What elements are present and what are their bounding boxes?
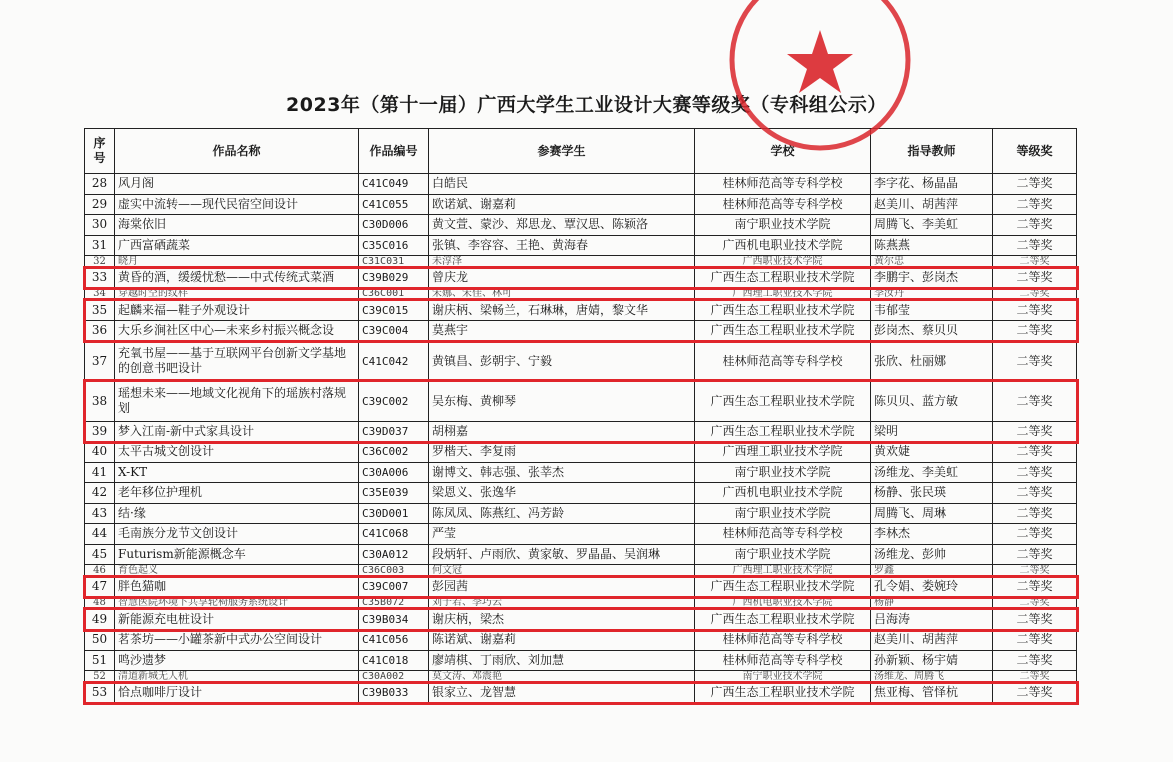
cell-teachers: 李鹏宇、彭岗杰	[871, 268, 993, 289]
cell-code: C30D001	[359, 503, 429, 524]
cell-award: 二等奖	[993, 565, 1077, 577]
cell-students: 何文冠	[429, 565, 695, 577]
cell-code: C31C031	[359, 256, 429, 268]
cell-school: 广西机电职业技术学院	[695, 597, 871, 609]
cell-code: C39B034	[359, 609, 429, 630]
cell-no: 49	[85, 609, 115, 630]
cell-students: 宋娜、宋佳、林可	[429, 288, 695, 300]
cell-name: 胖色猫咖	[115, 577, 359, 598]
cell-code: C39C015	[359, 300, 429, 321]
cell-students: 黄文萱、蒙沙、郑思龙、覃汉思、陈颖洛	[429, 215, 695, 236]
cell-award: 二等奖	[993, 174, 1077, 195]
cell-teachers: 周腾飞、李美虹	[871, 215, 993, 236]
cell-no: 47	[85, 577, 115, 598]
cell-award: 二等奖	[993, 235, 1077, 256]
cell-award: 二等奖	[993, 683, 1077, 704]
cell-award: 二等奖	[993, 321, 1077, 342]
cell-teachers: 张欣、杜丽娜	[871, 341, 993, 381]
cell-teachers: 赵美川、胡茜萍	[871, 194, 993, 215]
cell-school: 广西职业技术学院	[695, 256, 871, 268]
cell-award: 二等奖	[993, 300, 1077, 321]
table-row	[85, 381, 1077, 421]
cell-school: 广西生态工程职业技术学院	[695, 381, 871, 421]
cell-no: 52	[85, 671, 115, 683]
cell-name: 结·缘	[115, 503, 359, 524]
cell-teachers: 彭岗杰、蔡贝贝	[871, 321, 993, 342]
cell-teachers: 韦郁莹	[871, 300, 993, 321]
cell-code: C39C007	[359, 577, 429, 598]
cell-school: 广西生态工程职业技术学院	[695, 421, 871, 442]
cell-school: 南宁职业技术学院	[695, 462, 871, 483]
table-row	[85, 174, 1077, 195]
table-row	[85, 321, 1077, 342]
cell-students: 未淳泽	[429, 256, 695, 268]
cell-no: 50	[85, 630, 115, 651]
table-row	[85, 256, 1077, 268]
cell-code: C41C018	[359, 650, 429, 671]
cell-students: 谢庆柄，梁杰	[429, 609, 695, 630]
award-table	[84, 128, 1077, 704]
cell-code: C41C049	[359, 174, 429, 195]
document-title: 2023年（第十一届）广西大学生工业设计大赛等级奖（专科组公示）	[286, 94, 887, 116]
cell-code: C41C055	[359, 194, 429, 215]
cell-code: C39D037	[359, 421, 429, 442]
table-row	[85, 421, 1077, 442]
table-row	[85, 288, 1077, 300]
cell-award: 二等奖	[993, 421, 1077, 442]
table-row	[85, 268, 1077, 289]
cell-code: C35C016	[359, 235, 429, 256]
cell-no: 51	[85, 650, 115, 671]
cell-school: 桂林师范高等专科学校	[695, 650, 871, 671]
cell-teachers: 杨静	[871, 597, 993, 609]
cell-name: 梦入江南-新中式家具设计	[115, 421, 359, 442]
cell-name: 晓月	[115, 256, 359, 268]
cell-students: 莫文涛、邓震艳	[429, 671, 695, 683]
cell-no: 28	[85, 174, 115, 195]
cell-award: 二等奖	[993, 442, 1077, 463]
cell-no: 31	[85, 235, 115, 256]
cell-students: 黄镇昌、彭朝宇、宁毅	[429, 341, 695, 381]
cell-no: 32	[85, 256, 115, 268]
table-row	[85, 524, 1077, 545]
cell-award: 二等奖	[993, 609, 1077, 630]
table-row	[85, 300, 1077, 321]
cell-no: 45	[85, 544, 115, 565]
cell-students: 谢庆柄、梁畅兰，石琳琳，唐婧，黎文华	[429, 300, 695, 321]
cell-no: 48	[85, 597, 115, 609]
header-teachers: 指导教师	[871, 129, 993, 174]
cell-code: C30A012	[359, 544, 429, 565]
header-code: 作品编号	[359, 129, 429, 174]
cell-name: 黄昏的酒，缓缓忧愁——中式传统式菜酒	[115, 268, 359, 289]
cell-students: 莫燕宇	[429, 321, 695, 342]
table-body	[85, 174, 1077, 704]
cell-teachers: 黄尔忠	[871, 256, 993, 268]
cell-teachers: 吕海涛	[871, 609, 993, 630]
cell-teachers: 赵美川、胡茜萍	[871, 630, 993, 651]
cell-school: 广西理工职业技术学院	[695, 565, 871, 577]
cell-award: 二等奖	[993, 194, 1077, 215]
cell-students: 彭园茜	[429, 577, 695, 598]
table-row	[85, 215, 1077, 236]
table-row	[85, 483, 1077, 504]
cell-teachers: 焦亚梅、管怿杭	[871, 683, 993, 704]
table-row	[85, 683, 1077, 704]
cell-code: C36C002	[359, 442, 429, 463]
cell-school: 广西生态工程职业技术学院	[695, 577, 871, 598]
cell-award: 二等奖	[993, 215, 1077, 236]
cell-code: C39B029	[359, 268, 429, 289]
cell-award: 二等奖	[993, 288, 1077, 300]
cell-teachers: 罗鑫	[871, 565, 993, 577]
cell-students: 廖靖棋、丁雨欣、刘加慧	[429, 650, 695, 671]
cell-name: 育色起义	[115, 565, 359, 577]
cell-code: C36C001	[359, 288, 429, 300]
cell-name: 恰点咖啡厅设计	[115, 683, 359, 704]
header-school: 学校	[695, 129, 871, 174]
cell-students: 刘子若、李巧云	[429, 597, 695, 609]
cell-teachers: 李汝丹	[871, 288, 993, 300]
table-row	[85, 577, 1077, 598]
cell-name: 起麟来福—鞋子外观设计	[115, 300, 359, 321]
cell-no: 46	[85, 565, 115, 577]
cell-code: C41C042	[359, 341, 429, 381]
cell-name: 太平古城文创设计	[115, 442, 359, 463]
cell-teachers: 陈贝贝、蓝方敏	[871, 381, 993, 421]
cell-no: 39	[85, 421, 115, 442]
cell-award: 二等奖	[993, 671, 1077, 683]
table-row	[85, 597, 1077, 609]
cell-code: C39C004	[359, 321, 429, 342]
cell-teachers: 杨静、张民瑛	[871, 483, 993, 504]
cell-name: 海棠依旧	[115, 215, 359, 236]
cell-award: 二等奖	[993, 577, 1077, 598]
cell-students: 陈诺斌、谢嘉莉	[429, 630, 695, 651]
cell-award: 二等奖	[993, 268, 1077, 289]
cell-school: 广西理工职业技术学院	[695, 442, 871, 463]
cell-name: 智慧医院环境下共享轮椅服务系统设计	[115, 597, 359, 609]
cell-name: 风月阁	[115, 174, 359, 195]
cell-students: 白皓民	[429, 174, 695, 195]
cell-code: C41C068	[359, 524, 429, 545]
cell-school: 桂林师范高等专科学校	[695, 341, 871, 381]
cell-students: 银家立、龙智慧	[429, 683, 695, 704]
cell-students: 欧诺斌、谢嘉莉	[429, 194, 695, 215]
cell-code: C41C056	[359, 630, 429, 651]
table-row	[85, 341, 1077, 381]
cell-no: 33	[85, 268, 115, 289]
cell-teachers: 汤维龙、李美虹	[871, 462, 993, 483]
cell-name: Futurism新能源概念车	[115, 544, 359, 565]
table-row	[85, 503, 1077, 524]
cell-no: 34	[85, 288, 115, 300]
cell-award: 二等奖	[993, 524, 1077, 545]
cell-award: 二等奖	[993, 544, 1077, 565]
cell-teachers: 孙新颖、杨宇婧	[871, 650, 993, 671]
cell-no: 30	[85, 215, 115, 236]
cell-name: 茗茶坊——小罐茶新中式办公空间设计	[115, 630, 359, 651]
cell-no: 35	[85, 300, 115, 321]
cell-school: 广西理工职业技术学院	[695, 288, 871, 300]
cell-code: C36C003	[359, 565, 429, 577]
cell-name: 充氧书屋——基于互联网平台创新文学基地的创意书吧设计	[115, 341, 359, 381]
cell-teachers: 周腾飞、周琳	[871, 503, 993, 524]
cell-school: 广西生态工程职业技术学院	[695, 321, 871, 342]
cell-name: 穿越时空的纹样	[115, 288, 359, 300]
cell-no: 42	[85, 483, 115, 504]
table-row	[85, 544, 1077, 565]
cell-school: 广西生态工程职业技术学院	[695, 268, 871, 289]
cell-no: 36	[85, 321, 115, 342]
cell-students: 张镇、李容容、王艳、黄海春	[429, 235, 695, 256]
cell-award: 二等奖	[993, 483, 1077, 504]
cell-students: 罗楷天、李复雨	[429, 442, 695, 463]
cell-school: 南宁职业技术学院	[695, 544, 871, 565]
cell-school: 南宁职业技术学院	[695, 671, 871, 683]
cell-school: 桂林师范高等专科学校	[695, 524, 871, 545]
cell-students: 吴东梅、黄柳琴	[429, 381, 695, 421]
cell-name: 毛南族分龙节文创设计	[115, 524, 359, 545]
cell-teachers: 梁明	[871, 421, 993, 442]
cell-school: 桂林师范高等专科学校	[695, 630, 871, 651]
cell-students: 段炳轩、卢雨欣、黄家敏、罗晶晶、吴润琳	[429, 544, 695, 565]
cell-code: C35B072	[359, 597, 429, 609]
cell-award: 二等奖	[993, 256, 1077, 268]
table-row	[85, 442, 1077, 463]
cell-no: 43	[85, 503, 115, 524]
table-row	[85, 235, 1077, 256]
cell-teachers: 李林杰	[871, 524, 993, 545]
table-row	[85, 462, 1077, 483]
cell-school: 桂林师范高等专科学校	[695, 194, 871, 215]
cell-students: 曾庆龙	[429, 268, 695, 289]
table-row	[85, 630, 1077, 651]
cell-name: 鸣沙遗梦	[115, 650, 359, 671]
cell-code: C30D006	[359, 215, 429, 236]
cell-teachers: 李字花、杨晶晶	[871, 174, 993, 195]
table-row	[85, 671, 1077, 683]
cell-no: 44	[85, 524, 115, 545]
cell-no: 38	[85, 381, 115, 421]
cell-no: 40	[85, 442, 115, 463]
cell-award: 二等奖	[993, 630, 1077, 651]
cell-school: 南宁职业技术学院	[695, 503, 871, 524]
cell-students: 胡栩嘉	[429, 421, 695, 442]
cell-students: 严莹	[429, 524, 695, 545]
cell-award: 二等奖	[993, 341, 1077, 381]
cell-students: 陈凤凤、陈燕红、冯芳龄	[429, 503, 695, 524]
cell-award: 二等奖	[993, 503, 1077, 524]
header-name: 作品名称	[115, 129, 359, 174]
cell-name: X-KT	[115, 462, 359, 483]
cell-school: 广西机电职业技术学院	[695, 235, 871, 256]
cell-no: 41	[85, 462, 115, 483]
cell-code: C30A002	[359, 671, 429, 683]
cell-code: C30A006	[359, 462, 429, 483]
cell-school: 桂林师范高等专科学校	[695, 174, 871, 195]
cell-teachers: 黄欢婕	[871, 442, 993, 463]
cell-teachers: 孔令娟、娄婉玲	[871, 577, 993, 598]
table-row	[85, 194, 1077, 215]
cell-name: 大乐乡涧社区中心—未来乡村振兴概念设	[115, 321, 359, 342]
cell-award: 二等奖	[993, 650, 1077, 671]
cell-school: 广西生态工程职业技术学院	[695, 683, 871, 704]
cell-name: 瑶想未来——地域文化视角下的瑶族村落规划	[115, 381, 359, 421]
cell-school: 广西生态工程职业技术学院	[695, 609, 871, 630]
cell-no: 53	[85, 683, 115, 704]
cell-no: 29	[85, 194, 115, 215]
cell-name: 广西富硒蔬菜	[115, 235, 359, 256]
table-row	[85, 565, 1077, 577]
cell-code: C35E039	[359, 483, 429, 504]
cell-name: 新能源充电桩设计	[115, 609, 359, 630]
cell-code: C39C002	[359, 381, 429, 421]
cell-school: 南宁职业技术学院	[695, 215, 871, 236]
table-header-row	[85, 129, 1077, 174]
cell-school: 广西机电职业技术学院	[695, 483, 871, 504]
cell-code: C39B033	[359, 683, 429, 704]
cell-name: 清道新城无人机	[115, 671, 359, 683]
table-row	[85, 650, 1077, 671]
cell-name: 虚实中流转——现代民宿空间设计	[115, 194, 359, 215]
cell-students: 梁恩义、张逸华	[429, 483, 695, 504]
header-students: 参赛学生	[429, 129, 695, 174]
cell-award: 二等奖	[993, 381, 1077, 421]
cell-award: 二等奖	[993, 462, 1077, 483]
cell-no: 37	[85, 341, 115, 381]
cell-students: 谢博文、韩志强、张莘杰	[429, 462, 695, 483]
cell-name: 老年移位护理机	[115, 483, 359, 504]
cell-teachers: 陈燕燕	[871, 235, 993, 256]
cell-school: 广西生态工程职业技术学院	[695, 300, 871, 321]
header-award: 等级奖	[993, 129, 1077, 174]
cell-teachers: 汤维龙、彭帅	[871, 544, 993, 565]
award-table-container	[84, 128, 1076, 704]
header-no: 序号	[85, 129, 115, 174]
table-row	[85, 609, 1077, 630]
cell-award: 二等奖	[993, 597, 1077, 609]
cell-teachers: 汤维龙、周腾飞	[871, 671, 993, 683]
